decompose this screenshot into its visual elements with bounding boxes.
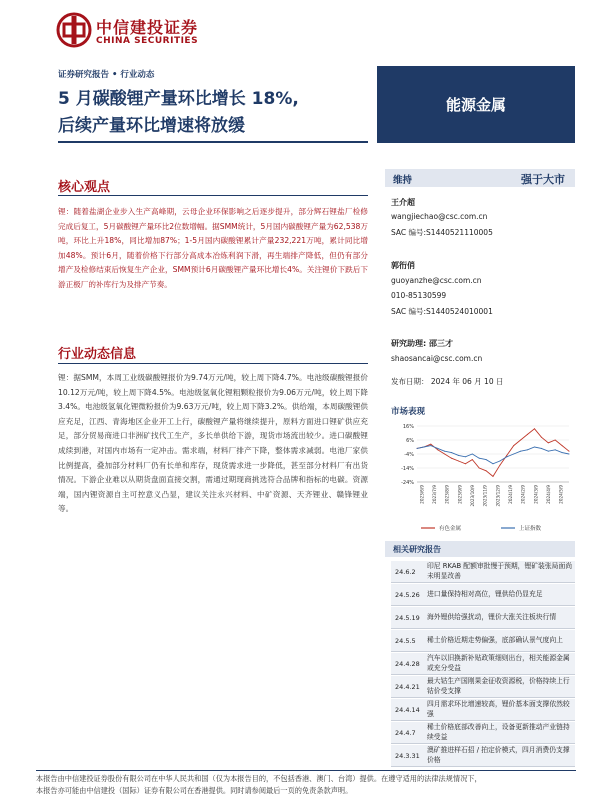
related-report-date: 24.5.5 <box>395 636 416 645</box>
related-report-item[interactable] <box>391 607 575 629</box>
logo-en-text: CHINA SECURITIES <box>96 36 199 46</box>
chart-ytick-label: 16% <box>402 424 414 430</box>
logo-cn-text: 中信建投证券 <box>96 18 199 37</box>
publish-date: 发布日期： 2024 年 06 月 10 日 <box>391 377 504 386</box>
related-report-title: 稀土价格近期走势偏强，底部确认景气度向上 <box>427 635 563 644</box>
related-heading: 相关研究报告 <box>393 545 441 554</box>
chart-point <box>444 451 445 452</box>
market-heading: 市场表现 <box>391 407 426 417</box>
sector-badge: 能源金属 <box>377 66 575 143</box>
analyst-2-name: 郭衎俏 <box>391 261 415 270</box>
related-report-date: 24.4.7 <box>395 728 416 737</box>
core-view-heading: 核心观点 <box>58 180 111 195</box>
chart-ytick-label: -4% <box>404 452 414 458</box>
chart-point <box>430 445 431 446</box>
chart-xtick-label: 2023/12/9 <box>495 485 501 507</box>
chart-series-line-2 <box>417 446 569 464</box>
title-line-1: 5 月碳酸锂产量环比增长 18%, <box>58 89 299 109</box>
chart-xtick-label: 2024/4/9 <box>546 485 551 504</box>
related-report-title: 最大钴生产国刚果金征收资源税，价格持续上行钴价受支撑 <box>427 677 570 695</box>
related-report-item[interactable] <box>391 699 575 721</box>
report-type: 证券研究报告 • 行业动态 <box>58 70 155 80</box>
related-report-date: 24.5.19 <box>395 613 420 622</box>
chart-point <box>506 456 507 457</box>
chart-xtick-label: 2023/11/9 <box>482 485 488 507</box>
chart-point <box>569 454 570 455</box>
chart-ytick-label: 6% <box>406 438 414 444</box>
chart-xtick-label: 2024/3/9 <box>533 485 539 504</box>
chart-point <box>499 465 500 466</box>
related-report-date: 24.5.26 <box>395 590 420 599</box>
related-report-date: 24.6.2 <box>395 567 416 576</box>
chart-point <box>444 454 445 455</box>
chart-point <box>520 440 521 441</box>
chart-point <box>541 437 542 438</box>
related-report-title: 稀土价格底部改善向上，设备更新推动产业链持续受益 <box>427 723 570 741</box>
rating-label: 维持 <box>393 175 413 186</box>
chart-series-line-1 <box>417 429 569 477</box>
chart-point <box>569 451 570 452</box>
related-report-title: 进口量保持相对高位，锂供给仍显充足 <box>427 589 543 598</box>
chart-point <box>486 470 487 471</box>
chart-point <box>562 452 563 453</box>
related-report-date: 24.4.14 <box>395 705 420 714</box>
chart-ytick-label: -24% <box>401 480 414 486</box>
related-report-item[interactable] <box>391 630 575 652</box>
assistant-label: 研究助理: 邵三才 <box>391 339 453 348</box>
chart-xtick-label: 2024/2/9 <box>520 485 526 504</box>
disclaimer-line-1: 本报告由中信建投证券股份有限公司在中华人民共和国（仅为本报告目的，不包括香港、澳门、台湾）提供。在遵守适用的法律法规情况下， <box>36 774 482 783</box>
chart-point <box>486 459 487 460</box>
chart-point <box>506 455 507 456</box>
related-report-title: 澳矿推进样石招 / 拍定价模式，四月消费仍支撑价格 <box>427 746 570 764</box>
related-report-date: 24.3.31 <box>395 751 420 760</box>
chart-xtick-label: 2024/5/9 <box>558 485 564 504</box>
related-report-item[interactable] <box>391 584 575 606</box>
industry-news-divider <box>58 363 368 364</box>
chart-point <box>472 454 473 455</box>
core-view-text: 锂：随着盐湖企业步入生产高峰期，云母企业环保影响之后逐步提升，部分辉石锂盐厂检修完成后复工，5月碳酸锂产量环比2位数增幅。据SMM统计，5月国内碳酸锂产量为62,538万吨，环比上升18%，同比增加87%；1-5月国内碳酸锂累计产量232,221万吨，累计同比增加48%。预计6月，随着价格下行部分高成本冶炼利润下滑，再生端排产降低，但仍有部分增产及检修结束后恢复生产企业，SMM预计6月碳酸锂产量环比增长4%。关注锂价下跌后下游正极厂的补库行为及排产节奏。 <box>58 207 368 289</box>
chart-point <box>417 448 418 449</box>
related-report-title: 印尼 RKAB 配额审批慢于预期，锂矿装张局面尚未明显改善 <box>427 562 573 580</box>
industry-news-text: 锂：据SMM，本周工业级碳酸锂报价为9.74万元/吨，较上周下降4.7%。电池级碳酸锂报价10.12万元/吨，较上周下降4.5%。电池级氢氧化锂粗颗粒报价为9.06万元/吨，较上周下降3.4%。电池级氢氧化锂微粉报价为9.63万元/吨，较上周下降3.2%。供给端，本周碳酸锂供应充足，江西、青海地区企业开工上行，碳酸锂产量将继续提升，原料方面进口锂矿供应充足，部分贸易商进口非洲矿找代工生产，多长单供给下游，现货市场流出较少。进口碳酸锂成续到港，对国内市场有一定冲击。需求端，材料厂排产下降，整体需求减弱。电池厂家供比例提高，叠加部分材料厂仍有长单和库存，现货需求进一步降低，甚至部分材料厂有出货情况。下游企业难以从期货盘面直接交割，需通过期现商挑选符合品牌和指标的电碳。资源端，国内锂资源自主可控意义凸显，建议关注永兴材料、中矿资源、天齐锂业、赣锋锂业等。 <box>58 373 368 514</box>
chart-xtick-label: 2023/10/9 <box>470 485 475 507</box>
related-report-item[interactable] <box>391 653 575 675</box>
logo-mark-icon <box>56 12 92 48</box>
chart-point <box>437 449 438 450</box>
chart-xtick-label: 2023/8/9 <box>444 485 450 504</box>
chart-point <box>513 454 514 455</box>
related-report-title: 海外锂供给强扰动，锂价大涨关注板块行情 <box>427 612 557 621</box>
chart-point <box>527 434 528 435</box>
chart-point <box>493 476 494 477</box>
chart-xtick-label: 2024/1/9 <box>508 485 513 504</box>
chart-xtick-label: 2023/9/9 <box>457 485 463 504</box>
chart-point <box>479 468 480 469</box>
related-report-item[interactable] <box>391 676 575 698</box>
related-report-item[interactable] <box>391 745 575 767</box>
rating-value: 强于大市 <box>521 173 565 186</box>
page-title <box>58 86 370 140</box>
chart-point <box>520 451 521 452</box>
chart-point <box>465 463 466 464</box>
analyst-2-phone: 010-85130599 <box>391 291 447 300</box>
title-divider <box>58 141 368 143</box>
core-view-divider <box>58 195 368 196</box>
related-list <box>391 561 575 768</box>
chart-ytick-label: -14% <box>401 466 414 472</box>
related-report-date: 24.4.28 <box>395 659 420 668</box>
chart-point <box>465 456 466 457</box>
analyst-2-email[interactable]: guoyanzhe@csc.com.cn <box>391 276 482 285</box>
analyst-1-name: 王介超 <box>391 198 415 207</box>
analyst-1-sac: SAC 编号:S1440521110005 <box>391 228 493 237</box>
chart-point <box>527 449 528 450</box>
chart-point <box>555 440 556 441</box>
company-logo <box>56 12 226 52</box>
chart-point <box>534 447 535 448</box>
chart-point <box>562 445 563 446</box>
related-report-title: 四月需求环比增速较高，锂价基本面支撑依然较强 <box>427 700 570 718</box>
chart-point <box>513 445 514 446</box>
chart-point <box>458 461 459 462</box>
chart-point <box>548 451 549 452</box>
analyst-1-email[interactable]: wangjiechao@csc.com.cn <box>391 212 488 221</box>
chart-point <box>430 444 431 445</box>
chart-point <box>479 458 480 459</box>
related-report-date: 24.4.21 <box>395 682 420 691</box>
chart-legend-label: 上证指数 <box>519 526 542 532</box>
analyst-2-sac: SAC 编号:S1440524010001 <box>391 307 493 316</box>
chart-point <box>472 459 473 460</box>
disclaimer <box>36 773 576 797</box>
title-line-2: 后续产量环比增速将放缓 <box>58 116 245 136</box>
related-bar <box>385 541 575 557</box>
related-report-item[interactable] <box>391 722 575 744</box>
chart-point <box>451 452 452 453</box>
chart-point <box>458 455 459 456</box>
industry-news-heading: 行业动态信息 <box>58 347 137 362</box>
chart-point <box>451 458 452 459</box>
assistant-email[interactable]: shaosancai@csc.com.cn <box>391 354 483 363</box>
market-chart <box>391 418 575 536</box>
chart-xtick-label: 2023/7/9 <box>432 485 437 504</box>
chart-xtick-label: 2023/6/9 <box>419 485 425 504</box>
chart-point <box>499 461 500 462</box>
chart-point <box>541 448 542 449</box>
chart-point <box>548 442 549 443</box>
chart-point <box>555 449 556 450</box>
rating-bar <box>385 169 575 187</box>
related-report-title: 汽车以旧换新补贴政策细则出台，相关能源金属或充分受益 <box>427 654 570 672</box>
chart-point <box>534 428 535 429</box>
chart-point <box>437 448 438 449</box>
chart-point <box>493 463 494 464</box>
chart-point <box>423 447 424 448</box>
footer-divider <box>36 770 576 771</box>
related-report-item[interactable] <box>391 561 575 583</box>
chart-legend-label: 有色金属 <box>439 526 462 532</box>
disclaimer-line-2: 本报告亦可能由中信建投（国际）证券有限公司在香港提供。同时请参阅最后一页的免责条款声明。 <box>36 786 353 795</box>
